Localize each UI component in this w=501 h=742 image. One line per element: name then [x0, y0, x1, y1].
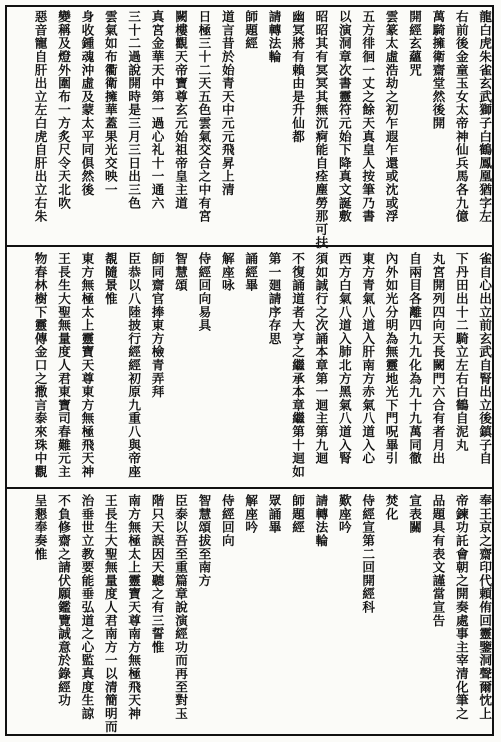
text-panel-middle	[0, 252, 501, 484]
text-column: 雀自心出立前玄武自腎出立後鎮子自	[477, 252, 493, 465]
text-column: 闕樓觀天帝寶尊玄元始祖帝皇主道	[173, 10, 188, 210]
text-column: 臣恭以八陸披行經經初原九重八與帝座	[126, 252, 142, 479]
text-panel-top	[0, 10, 501, 250]
text-column: 須如誠行之次誦本章第一迴主第九迴	[313, 252, 329, 465]
text-column: 丸宮開列四向天長闕門六合有者月出	[430, 252, 446, 465]
text-column: 侍經回向	[219, 494, 235, 548]
text-column: 焚化	[383, 494, 399, 521]
text-column: 師同齋官捧東方檢青弄拜	[149, 252, 165, 399]
text-column: 雲氣如布衢衛擁華蓋果光交映一	[102, 10, 118, 197]
text-column: 誦經畢	[243, 252, 259, 292]
text-column: 東方青氣八道入肝南方赤氣八道入心	[360, 252, 376, 465]
text-column: 西方白氣八道入肺北方黑氣八道入腎	[336, 252, 352, 465]
text-column: 不負修齋之請伏願鑑覽誠意於錄經功	[56, 494, 71, 707]
text-column: 請轉法輪	[266, 10, 282, 64]
text-column: 治垂世立教要能垂弘道之心監真度生諒	[79, 494, 95, 721]
text-column: 自兩目各離四九九化為九十九萬同徹	[407, 252, 422, 465]
text-column: 變稱及燈外圍布一方炙尺令天北吹	[56, 10, 71, 210]
text-column: 昭昭其有冥冥其無沉痾能自痊塵勞那可扶	[313, 10, 329, 250]
text-column: 品題具有表文謹當宣告	[430, 494, 446, 627]
text-column: 龍白虎朱雀玄武獅子白鶴鳳凰猶字左	[477, 10, 493, 223]
text-column: 三十二過說開時是三月三日出三色	[126, 10, 142, 210]
text-column: 王長生大聖無量度人君南方一以清簡明而	[102, 494, 118, 734]
text-column: 南方無極太上靈寶天尊南方無極飛天神	[126, 494, 142, 721]
text-column: 階只天誤因天聽之有三誓惟	[149, 494, 165, 654]
text-column: 帝鍊功託會朝之開奏處事主宰清化筆之	[453, 494, 469, 721]
text-column: 不復誦道者大亨之繼承本章繼第十迴如	[290, 252, 305, 479]
text-column: 智慧頌拔至南方	[196, 494, 212, 588]
text-column: 雲篆太虛浩劫之初乍遐乍還或沈或浮	[383, 10, 399, 223]
panel-divider-bottom	[5, 487, 494, 489]
text-column: 侍經回向易具	[196, 252, 212, 332]
text-column: 解座吟	[243, 494, 259, 534]
text-column: 師題經	[243, 10, 259, 50]
text-column: 下丹田出十二騎立左右白鶴自泥丸	[453, 252, 469, 452]
text-column: 覩隨景惟	[102, 252, 118, 306]
text-column: 萬騎擁衛齋堂然後開	[430, 10, 446, 130]
text-column: 真宮金華天中第一過心礼十一通六	[149, 10, 165, 210]
text-column: 奉王京之齋印代頼侑回靈鑒洞聲爾忱上	[477, 494, 493, 721]
text-column: 以演洞章次書靈符元始下降真文誕敷	[336, 10, 352, 223]
text-column: 開經玄蘊咒	[407, 10, 422, 77]
text-column: 王長生大聖無量度人君東寶司春難元主	[56, 252, 71, 479]
text-column: 歎座吟	[336, 494, 352, 534]
text-column: 第一廻請序存思	[266, 252, 282, 346]
text-column: 身收鍾魂沖虛及蒙太平同俱然後	[79, 10, 95, 197]
text-column: 呈懇奉奏惟	[32, 494, 48, 561]
text-column: 惡音寵自肝出立左白虎自肝出立右朱	[32, 10, 48, 223]
text-column: 右前後金童玉女太帝神仙兵馬各九億	[453, 10, 469, 223]
text-column: 解座咏	[219, 252, 235, 292]
text-column: 侍經宣第二回開經科	[360, 494, 376, 614]
text-column: 五方徘徊一丈之餘天真皇人按筆乃書	[360, 10, 376, 223]
text-column: 日極三十二天五色雲氣交合之中有宮	[196, 10, 212, 223]
text-column: 物春林樹下靈傳金口之撒言泰來珠中觀	[32, 252, 48, 479]
text-column: 內外如光分明為無靈地光下門呪畢引	[383, 252, 399, 465]
text-column: 臣泰以吾至重篇章說演經功而再至對玉	[173, 494, 188, 721]
text-column: 師題經	[290, 494, 305, 534]
text-column: 智慧頌	[173, 252, 188, 292]
text-column: 眾誦畢	[266, 494, 282, 534]
text-panel-bottom	[0, 494, 501, 734]
text-column: 道言昔於始青天中元元飛昇上清	[219, 10, 235, 197]
text-column: 幽冥將有賴由是升仙都	[290, 10, 305, 143]
text-column: 東方無極太上靈寶天尊東方無極飛天神	[79, 252, 95, 479]
text-column: 宣表關	[407, 494, 422, 534]
text-column: 請轉法輪	[313, 494, 329, 548]
panel-divider-top	[5, 245, 494, 247]
